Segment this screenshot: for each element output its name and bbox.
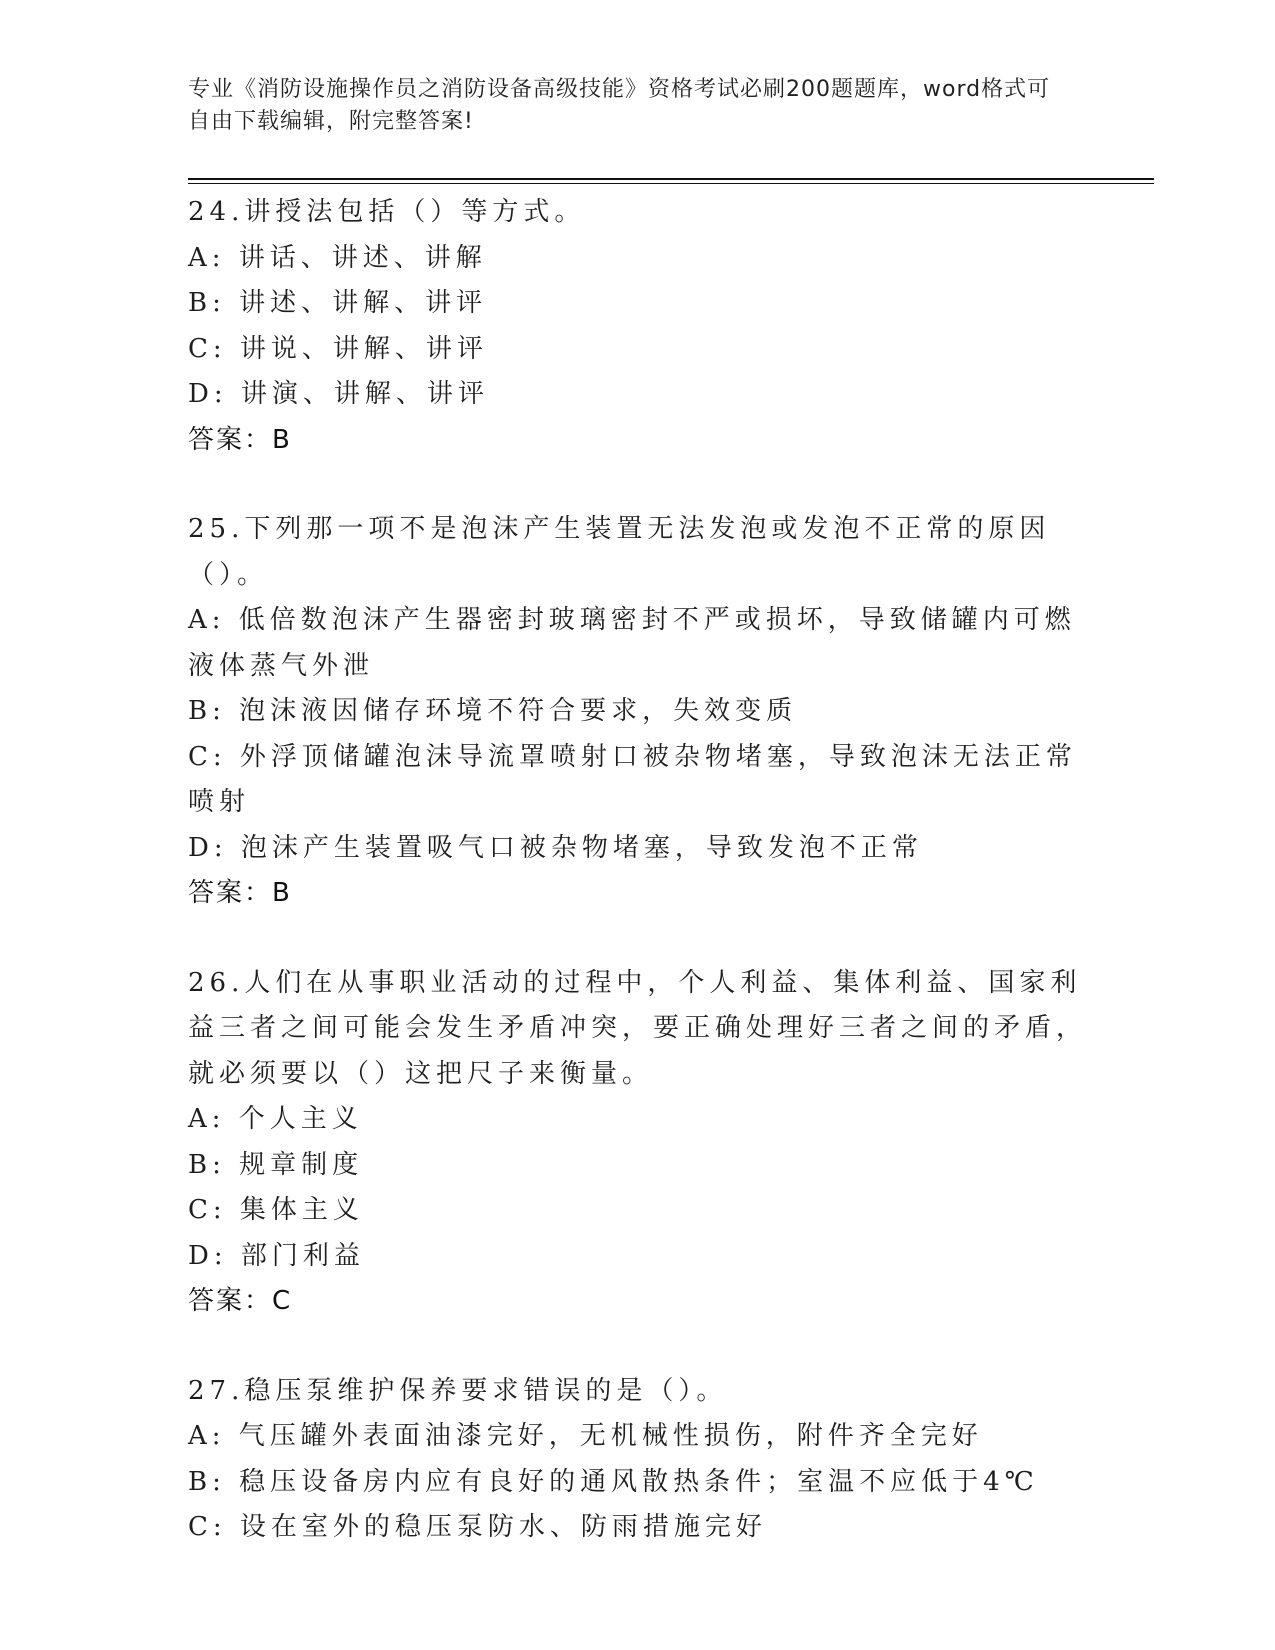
option-d: D: 部门利益: [188, 1240, 365, 1271]
question-26: [188, 961, 1088, 1325]
question-stem: 27.稳压泵维护保养要求错误的是（）。: [188, 1375, 728, 1406]
option-b: B: 稳压设备房内应有良好的通风散热条件；室温不应低于4℃: [188, 1466, 1039, 1497]
option-a: A: 个人主义: [188, 1104, 363, 1134]
option-b: B: 讲述、讲解、讲评: [188, 288, 488, 318]
option-c: C: 讲说、讲解、讲评: [188, 333, 488, 364]
document-header: 专业《消防设施操作员之消防设备高级技能》资格考试必刷200题题库，word格式可自由下载编辑，附完整答案!: [188, 77, 1051, 134]
option-a: A: 低倍数泡沫产生器密封玻璃密封不严或损坏，导致储罐内可燃液体蒸气外泄: [188, 605, 1076, 681]
option-a: A: 讲话、讲述、讲解: [188, 242, 487, 273]
question-list: [188, 190, 1088, 1595]
question-stem: 24.讲授法包括（）等方式。: [188, 197, 586, 227]
question-27: [188, 1369, 1088, 1551]
option-c: C: 外浮顶储罐泡沫导流罩喷射口被杂物堵塞，导致泡沫无法正常喷射: [188, 741, 1077, 817]
option-a: A: 气压罐外表面油漆完好，无机械性损伤，附件齐全完好: [188, 1421, 983, 1451]
answer-line: 答案：B: [188, 424, 292, 455]
answer-line: 答案：B: [188, 878, 292, 908]
header-rule-thin: [188, 183, 1154, 184]
option-d: D: 讲演、讲解、讲评: [188, 379, 489, 409]
option-b: B: 泡沫液因储存环境不符合要求，失效变质: [188, 696, 798, 726]
question-24: [188, 190, 1088, 463]
answer-line: 答案：C: [188, 1286, 293, 1316]
option-c: C: 设在室外的稳压泵防水、防雨措施完好: [188, 1512, 767, 1542]
option-c: C: 集体主义: [188, 1195, 364, 1225]
option-d: D: 泡沫产生装置吸气口被杂物堵塞，导致发泡不正常: [188, 832, 923, 863]
question-25: [188, 507, 1088, 917]
question-stem: 25.下列那一项不是泡沫产生装置无法发泡或发泡不正常的原因（）。: [188, 514, 1051, 590]
question-stem: 26.人们在从事职业活动的过程中，个人利益、集体利益、国家利益三者之间可能会发生矛盾冲突，要正确处理好三者之间的矛盾，就必须要以（）这把尺子来衡量。: [188, 967, 1088, 1089]
header-rule-thick: [188, 178, 1154, 180]
option-b: B: 规章制度: [188, 1149, 364, 1180]
